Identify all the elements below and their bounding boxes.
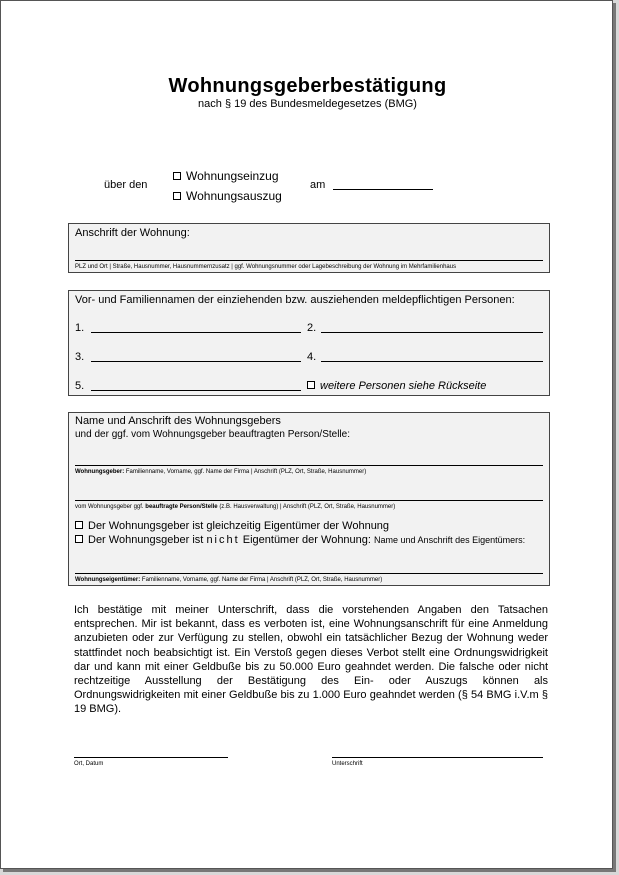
more-persons-label: weitere Personen siehe Rückseite bbox=[320, 380, 487, 392]
agent-hint bbox=[75, 504, 395, 510]
owner-hint-label: Wohnungseigentümer: bbox=[75, 577, 141, 583]
person-number-1: 1. bbox=[75, 322, 85, 334]
address-label: Anschrift der Wohnung: bbox=[75, 227, 190, 239]
person-number-5: 5. bbox=[75, 380, 85, 392]
agent-hint-text: (z.B. Hausverwaltung) | Anschrift (PLZ, Ort, Straße, Hausnummer) bbox=[219, 504, 396, 510]
owner-no-nicht: nicht bbox=[206, 534, 240, 546]
person-3-field[interactable] bbox=[91, 361, 301, 362]
document-subtitle: nach § 19 des Bundesmeldegesetzes (BMG) bbox=[198, 98, 417, 110]
landlord-box bbox=[68, 412, 550, 586]
landlord-hint bbox=[75, 469, 366, 475]
move-out-label: Wohnungsauszug bbox=[186, 189, 282, 203]
document-title: Wohnungsgeberbestätigung bbox=[168, 75, 447, 97]
owner-no-label-a: Der Wohnungsgeber ist bbox=[88, 534, 204, 546]
person-1-field[interactable] bbox=[91, 332, 301, 333]
signature-field[interactable] bbox=[332, 757, 543, 758]
person-number-4: 4. bbox=[307, 351, 317, 363]
owner-no-label-b: Eigentümer der Wohnung: bbox=[242, 534, 371, 546]
landlord-subheading: und der ggf. vom Wohnungsgeber beauftragten Person/Stelle: bbox=[75, 429, 350, 440]
persons-label: Vor- und Familiennamen der einziehenden bzw. ausziehenden meldepflichtigen Personen: bbox=[75, 294, 515, 306]
owner-hint-text: Familienname, Vorname, ggf. Name der Firma | Anschrift (PLZ, Ort, Straße, Hausnummer) bbox=[141, 577, 383, 583]
person-5-field[interactable] bbox=[91, 390, 301, 391]
move-in-checkbox[interactable] bbox=[173, 172, 181, 180]
owner-no-checkbox[interactable] bbox=[75, 535, 83, 543]
landlord-heading: Name und Anschrift des Wohnungsgebers bbox=[75, 415, 281, 427]
owner-no-option[interactable] bbox=[75, 534, 525, 546]
owner-hint bbox=[75, 577, 382, 583]
person-4-field[interactable] bbox=[321, 361, 543, 362]
agent-hint-label: beauftragte Person/Stelle bbox=[145, 504, 218, 510]
person-number-3: 3. bbox=[75, 351, 85, 363]
landlord-input-line[interactable] bbox=[75, 465, 543, 466]
more-persons-checkbox[interactable] bbox=[307, 381, 315, 389]
landlord-hint-label: Wohnungsgeber: bbox=[75, 469, 125, 475]
address-box bbox=[68, 223, 550, 273]
agent-input-line[interactable] bbox=[75, 500, 543, 501]
owner-input-line[interactable] bbox=[75, 573, 543, 574]
person-2-field[interactable] bbox=[321, 332, 543, 333]
owner-yes-option[interactable] bbox=[75, 520, 389, 532]
signature-label: Unterschrift bbox=[332, 761, 363, 767]
declaration-text: Ich bestätige mit meiner Unterschrift, dass die vorstehenden Angaben den Tatsachen entsprechen. Mir ist bekannt, dass es verboten ist, eine Wohnungsanschrift für eine Anmeldung anzubieten oder zur Verfügung zu stellen, obwohl ein tatsächlicher Bezug der Wohnung weder stattfindet noch beabsichtigt ist. Ein Verstoß gegen dieses Verbot stellt eine Ordnungswidrigkeit dar und kann mit einer Geldbuße bis zu 50.000 Euro geahndet werden. Die falsche oder nicht rechtzeitige Ausstellung der Bestätigung des Ein- oder Auszugs können als Ordnungswidrigkeiten mit einer Geldbuße bis zu 1.000 Euro geahndet werden (§ 54 BMG i.V.m § 19 BMG). bbox=[74, 604, 548, 716]
more-persons-option[interactable] bbox=[307, 380, 486, 392]
move-in-label: Wohnungseinzug bbox=[186, 169, 279, 183]
owner-yes-checkbox[interactable] bbox=[75, 521, 83, 529]
date-prefix: am bbox=[310, 179, 326, 191]
move-prefix: über den bbox=[104, 179, 148, 191]
agent-hint-prefix: vom Wohnungsgeber ggf. bbox=[75, 504, 144, 510]
place-date-label: Ort, Datum bbox=[74, 761, 104, 767]
persons-box bbox=[68, 290, 550, 396]
option-move-out[interactable] bbox=[173, 189, 282, 203]
address-input-line[interactable] bbox=[75, 260, 543, 261]
owner-yes-label: Der Wohnungsgeber ist gleichzeitig Eigentümer der Wohnung bbox=[88, 520, 390, 532]
date-field[interactable] bbox=[333, 189, 433, 190]
place-date-field[interactable] bbox=[74, 757, 228, 758]
owner-no-label-c: Name und Anschrift des Eigentümers: bbox=[374, 535, 526, 545]
address-hint: PLZ und Ort | Straße, Hausnummer, Hausnummernzusatz | ggf. Wohnungsnummer oder Lagebeschreibung der Wohnung im Mehrfamilienhaus bbox=[75, 264, 457, 270]
person-number-2: 2. bbox=[307, 322, 317, 334]
option-move-in[interactable] bbox=[173, 169, 279, 183]
move-out-checkbox[interactable] bbox=[173, 192, 181, 200]
landlord-hint-text: Familienname, Vorname, ggf. Name der Firma | Anschrift (PLZ, Ort, Straße, Hausnummer) bbox=[125, 469, 367, 475]
